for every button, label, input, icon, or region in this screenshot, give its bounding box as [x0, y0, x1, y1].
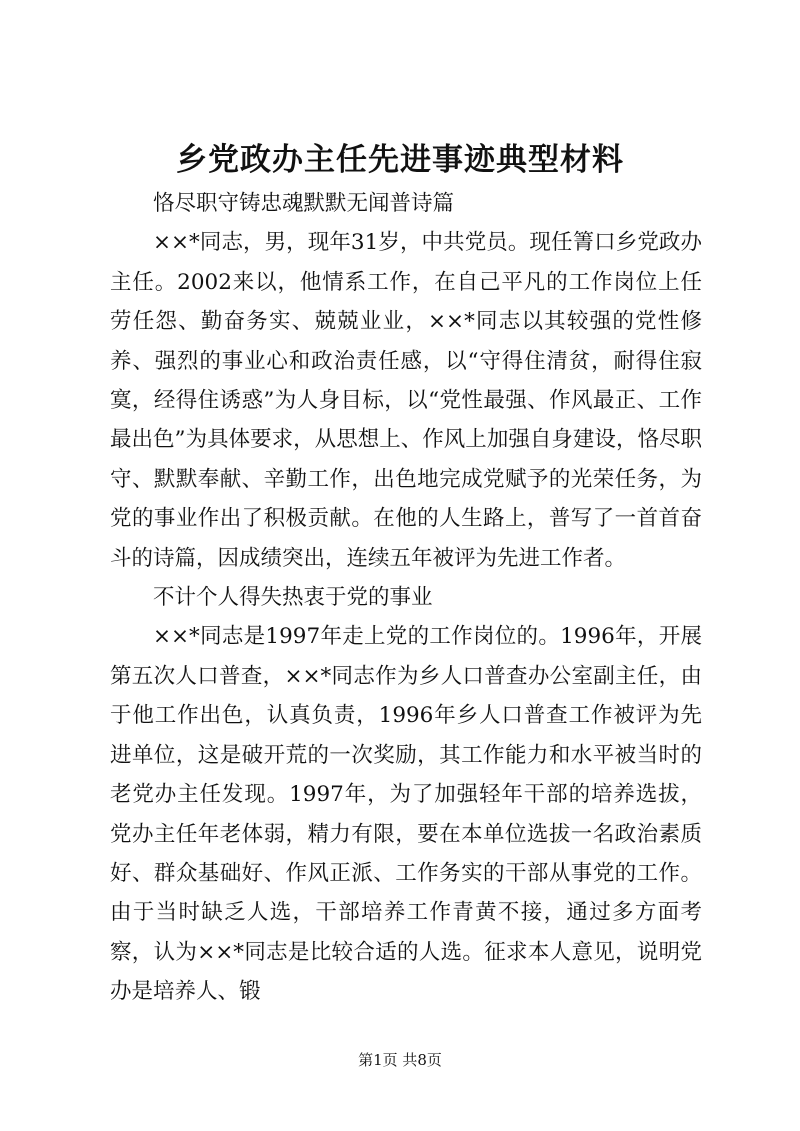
document-body — [110, 184, 702, 1012]
page-footer: 第1页 共8页 — [358, 1051, 442, 1069]
document-title: 乡党政办主任先进事迹典型材料 — [176, 142, 624, 178]
section-heading-1: 恪尽职守铸忠魂默默无闻普诗篇 — [153, 191, 455, 216]
body-paragraph-1: ××*同志，男，现年31岁，中共党员。现任箐口乡党政办主任。2002来以，他情系工作，在自己平凡的工作岗位上任劳任怨、勤奋务实、兢兢业业，××*同志以其较强的党性修养、强烈的事业心和政治责任感，以“守得住清贫，耐得住寂寞，经得住诱惑”为人身目标，以“党性最强、作风最正、工作最出色”为具体要求，从思想上、作风上加强自身建设，恪尽职守、默默奉献、辛勤工作，出色地完成党赋予的光荣任务，为党的事业作出了积极贡献。在他的人生路上，普写了一首首奋斗的诗篇，因成绩突出，连续五年被评为先进工作者。 — [110, 230, 702, 571]
section-heading-2: 不计个人得失热衷于党的事业 — [153, 585, 433, 611]
body-paragraph-2: ××*同志是1997年走上党的工作岗位的。1996年，开展第五次人口普查，××*同志作为乡人口普查办公室副主任，由于他工作出色，认真负责，1996年乡人口普查工作被评为先进单位，这是破开荒的一次奖励，其工作能力和水平被当时的老党办主任发现。1997年，为了加强轻年干部的培养选拔，党办主任年老体弱，精力有限，要在本单位选拔一名政治素质好、群众基础好、作风正派、工作务实的干部从事党的工作。由于当时缺乏人选，干部培养工作青黄不接，通过多方面考察，认为××*同志是比较合适的人选。征求本人意见，说明党办是培养人、锻 — [110, 624, 702, 1005]
